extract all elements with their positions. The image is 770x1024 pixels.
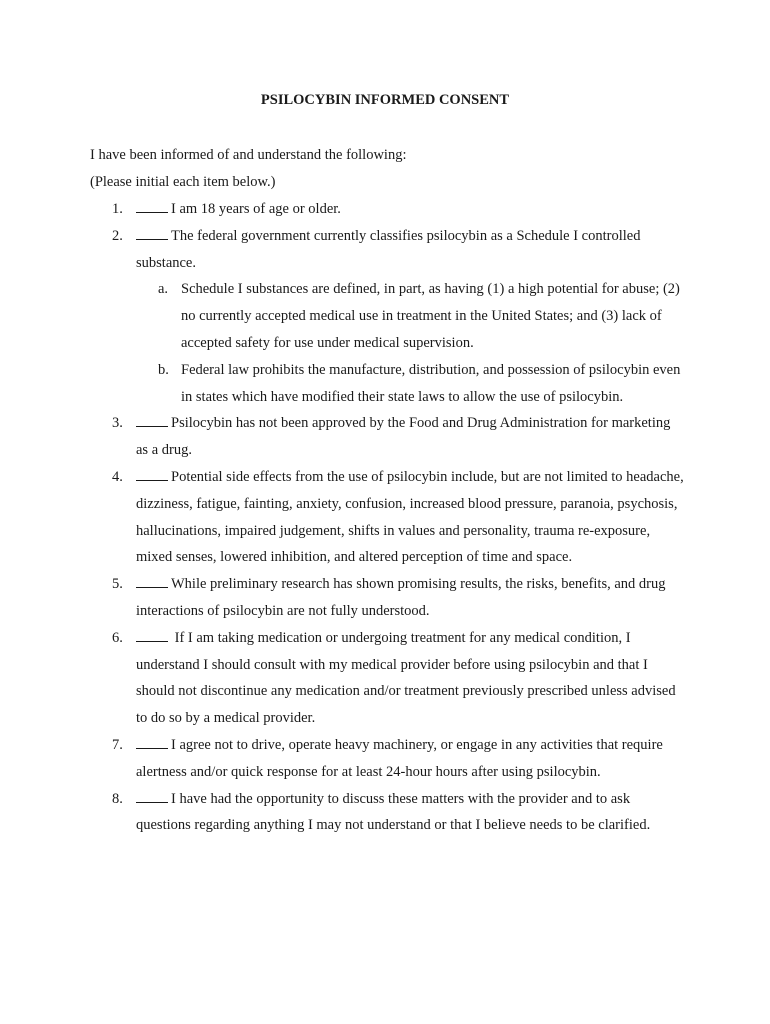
item-number: 1.: [112, 201, 123, 217]
initial-blank[interactable]: [136, 225, 168, 240]
document-title: PSILOCYBIN INFORMED CONSENT: [260, 92, 510, 108]
item-number: 8.: [112, 790, 123, 807]
item-text: Potential side effects from the use of psilocybin include, but are not limited to headache, dizziness, fatigue, fainting, anxiety, confusion, increased blood pressure, paranoia, psychosis, hallucinations, impaired judgement, shifts in values and personality, trauma re-exposure, mixed senses, lowered inhibition, and altered perception of time and space.: [136, 468, 684, 566]
consent-item-2: [0, 223, 686, 411]
consent-subitem-a: [136, 276, 686, 356]
consent-item-5: [0, 571, 686, 625]
item-number: 5.: [112, 576, 123, 593]
item-text: If I am taking medication or undergoing treatment for any medical condition, I understand I should consult with my medical provider before using psilocybin and that I should not discontinue any medication and/or treatment previously prescribed unless advised to do so by a medical provider.: [136, 629, 676, 727]
initial-blank[interactable]: [136, 788, 168, 803]
item-number: 6.: [112, 629, 123, 646]
item-number: 2.: [112, 227, 123, 244]
subitem-text: Federal law prohibits the manufacture, distribution, and possession of psilocybin even in states which have modified their state laws to allow the use of psilocybin.: [181, 361, 681, 405]
initial-blank[interactable]: [136, 466, 168, 481]
item-number: 4.: [112, 468, 123, 485]
item-text: The federal government currently classifies psilocybin as a Schedule I controlled substance.: [136, 227, 641, 271]
initial-blank[interactable]: [136, 627, 168, 642]
consent-item-8: [0, 786, 686, 840]
initial-blank[interactable]: [136, 198, 168, 213]
consent-subitem-b: [136, 357, 686, 411]
item-text: I agree not to drive, operate heavy machinery, or engage in any activities that require alertness and/or quick response for at least 24-hour hours after using psilocybin.: [136, 736, 663, 780]
initial-blank[interactable]: [136, 573, 168, 588]
item-number: 7.: [112, 736, 123, 753]
item-text: I am 18 years of age or older.: [171, 201, 341, 217]
intro-instruction: (Please initial each item below.): [90, 174, 276, 190]
subitem-text: Schedule I substances are defined, in part, as having (1) a high potential for abuse; (2) no currently accepted medical use in treatment in the United States; and (3) lack of accepted safety for use under medical supervision.: [181, 281, 680, 351]
initial-blank[interactable]: [136, 734, 168, 749]
consent-item-4: [0, 464, 686, 571]
item-text: Psilocybin has not been approved by the Food and Drug Administration for marketing as a drug.: [136, 415, 671, 459]
consent-item-3: [0, 410, 686, 464]
item-text: I have had the opportunity to discuss these matters with the provider and to ask questions regarding anything I may not understand or that I believe needs to be clarified.: [136, 790, 651, 834]
subitem-letter: a.: [158, 281, 169, 298]
initial-blank[interactable]: [136, 412, 168, 427]
item-text: While preliminary research has shown promising results, the risks, benefits, and drug interactions of psilocybin are not fully understood.: [136, 576, 666, 619]
consent-item-1: [0, 196, 686, 223]
consent-item-6: [0, 625, 686, 732]
intro-statement: I have been informed of and understand the following:: [90, 147, 407, 163]
item-number: 3.: [112, 415, 123, 432]
consent-item-7: [0, 732, 686, 786]
subitem-letter: b.: [158, 361, 169, 378]
consent-list: [0, 196, 770, 839]
